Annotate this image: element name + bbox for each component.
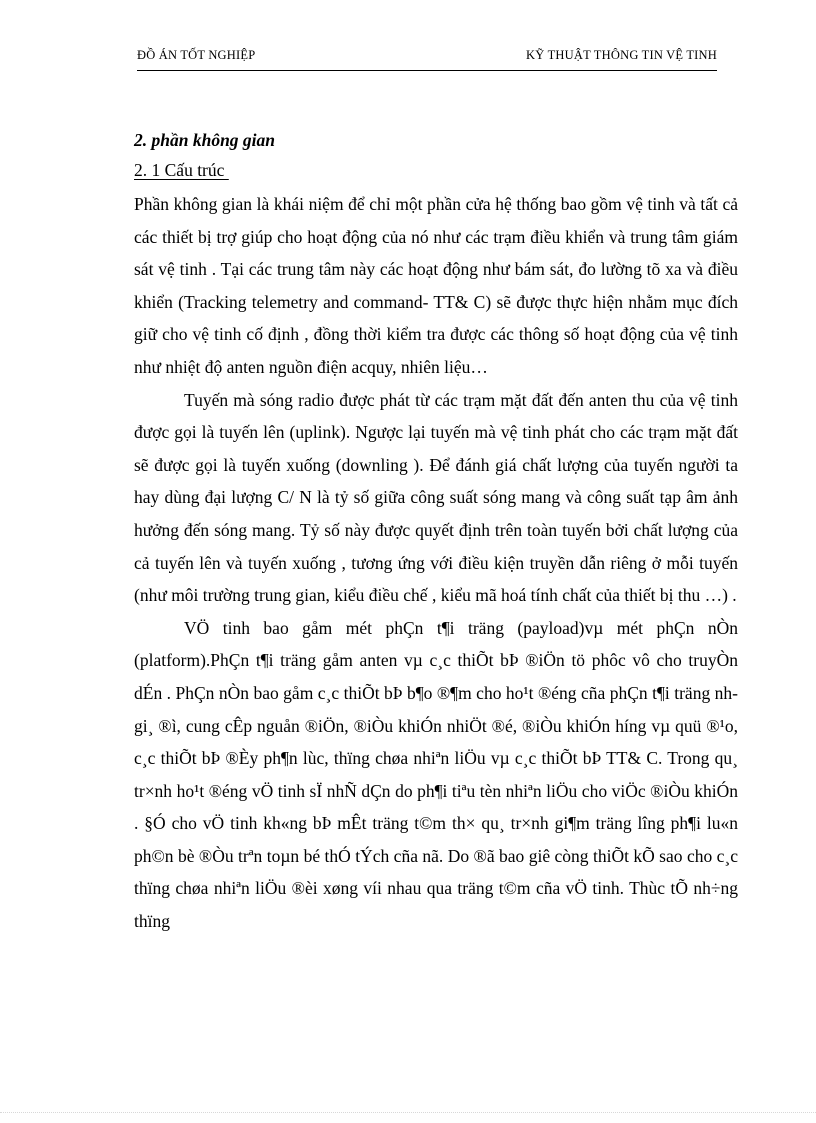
subsection-title-text: 2. 1 Cấu trúc bbox=[134, 160, 229, 180]
page-header bbox=[137, 48, 717, 66]
header-left-title: ĐỒ ÁN TỐT NGHIỆP bbox=[137, 48, 256, 62]
paragraph-payload-platform: VÖ tinh bao gåm mét phÇn t¶i träng (payload)vµ mét phÇn nÒn (platform).PhÇn t¶i träng gåm anten vµ c¸c thiÕt bÞ ®iÖn tö phôc vô cho truyÒn dÉn . PhÇn nÒn bao gåm c¸c thiÕt bÞ b¶o ®¶m cho ho¹t ®éng cña phÇn t¶i träng nh gi¸ ®ì, cung cÊp nguån ®iÖn, ®iÒu khiÓn nhiÖt ®é, ®iÒu khiÓn híng vµ quü ®¹o, c¸c thiÕt bÞ ®Èy ph¶n lùc, thïng chøa nhiªn liÖu vµ c¸c thiÕt bÞ TT& C. Trong qu¸ tr×nh ho¹t ®éng vÖ tinh sÏ nhÑ dÇn do ph¶i tiªu tèn nhiªn liÖu cho viÖc ®iÒu khiÓn . §Ó cho vÖ tinh kh«ng bÞ mÊt träng t©m th× qu¸ tr×nh gi¶m träng lîng ph¶i lu«n ph©n bè ®Òu trªn toµn bé thÓ tÝch cña nã. Do ®ã bao giê còng thiÕt kÕ sao cho c¸c thïng chøa nhiªn liÖu ®èi xøng víi nhau qua träng t©m cña vÖ tinh. Thùc tÕ nh÷ng thïng bbox=[134, 617, 738, 932]
subsection-title bbox=[134, 156, 738, 188]
header-divider bbox=[137, 70, 717, 71]
paragraph-space-segment-intro: Phần không gian là khái niệm để chỉ một phần cửa hệ thống bao gồm vệ tinh và tất cả các thiết bị trợ giúp cho hoạt động của nó như các trạm điều khiển và trung tâm giám sát vệ tinh . Tại các trung tâm này các hoạt động như bám sát, đo lường tõ xa và điều khiển (Tracking telemetry and command- TT& C) sẽ được thực hiện nhằm mục đích giữ cho vệ tinh cố định , đồng thời kiểm tra được các thông số hoạt động của vệ tinh như nhiệt độ anten nguồn điện acquy, nhiên liệu… bbox=[134, 194, 738, 377]
section-title: 2. phần không gian bbox=[134, 130, 276, 150]
page-body bbox=[134, 126, 738, 938]
paragraph-uplink-downlink: Tuyến mà sóng radio được phát từ các trạm mặt đất đến anten thu của vệ tinh được gọi là tuyến lên (uplink). Ngược lại tuyến mà vệ tinh phát cho các trạm mặt đất sẽ được gọi là tuyến xuống (downling ). Để đánh giá chất lượng của tuyến người ta hay dùng đại lượng C/ N là tỷ số giữa công suất sóng mang và công suất tạp âm ảnh hưởng đến sóng mang. Tỷ số này được quyết định trên toàn tuyến bởi chất lượng của cả tuyến lên và tuyến xuống , tương ứng với điều kiện truyền dẫn riêng ở mỗi tuyến (như môi trường trung gian, kiểu điều chế , kiểu mã hoá tính chất của thiết bị thu …) . bbox=[134, 389, 738, 606]
page-bottom-divider bbox=[0, 1112, 816, 1113]
header-right-title: KỸ THUẬT THÔNG TIN VỆ TINH bbox=[526, 48, 717, 62]
